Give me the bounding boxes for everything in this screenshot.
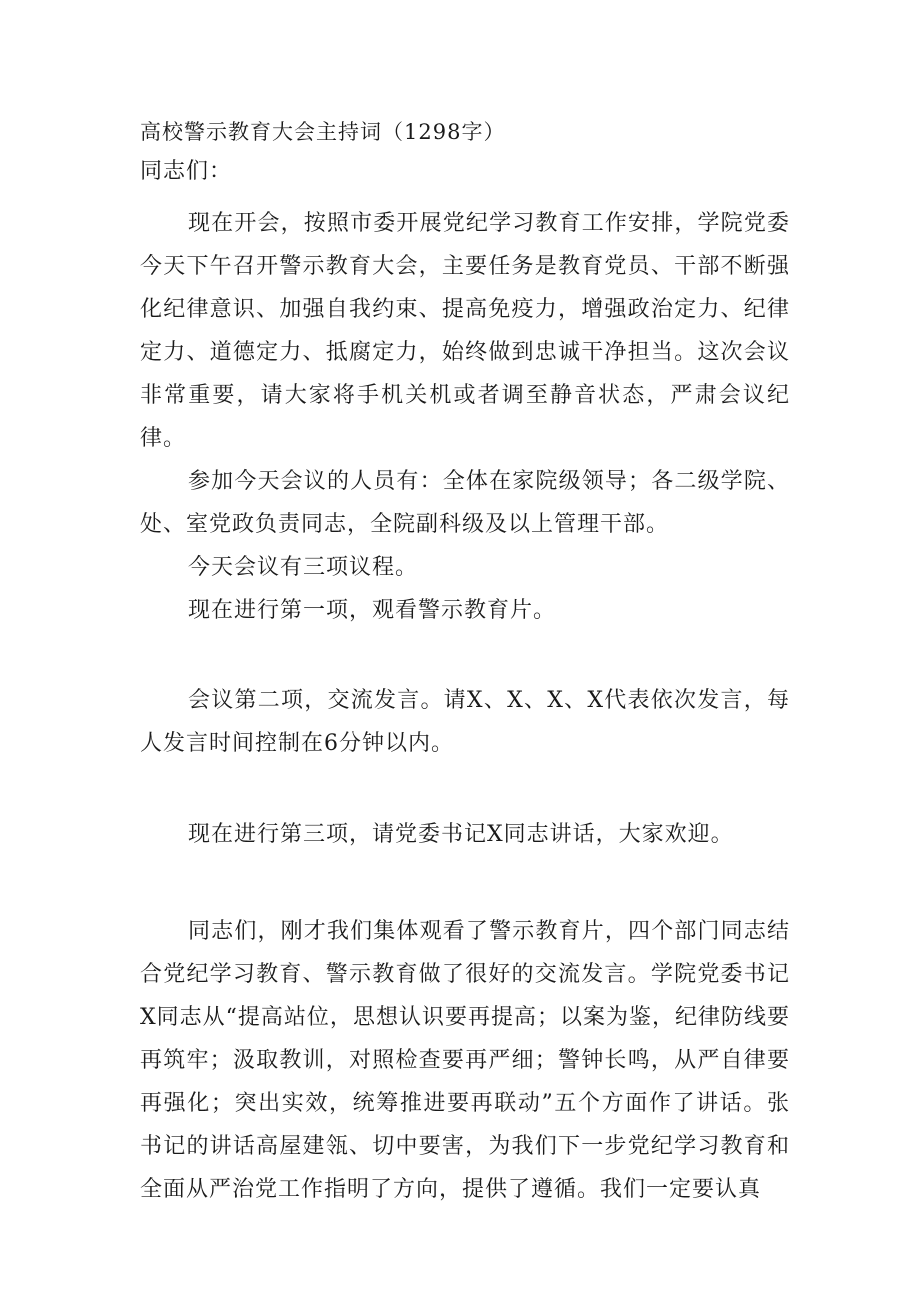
paragraph-item-two: 会议第二项，交流发言。请X、X、X、X代表依次发言，每人发言时间控制在6分钟以内。 (140, 688, 790, 756)
paragraph-opening: 现在开会，按照市委开展党纪学习教育工作安排，学院党委今天下午召开警示教育大会，主要任务是教育党员、干部不断强化纪律意识、加强自我约束、提高免疫力，增强政治定力、纪律定力、道德定力、抵腐定力，始终做到忠诚干净担当。这次会议非常重要，请大家将手机关机或者调至静音状态，严肃会议纪律。 (140, 211, 790, 451)
paragraph-agenda: 今天会议有三项议程。 (188, 555, 419, 580)
paragraph-attendees: 参加今天会议的人员有：全体在家院级领导；各二级学院、处、室党政负责同志，全院副科级及以上管理干部。 (140, 469, 790, 537)
paragraph-item-three: 现在进行第三项，请党委书记X同志讲话，大家欢迎。 (188, 822, 734, 847)
document-body (140, 112, 790, 1211)
paragraph-item-one: 现在进行第一项，观看警示教育片。 (188, 598, 557, 623)
salutation: 同志们： (140, 159, 233, 184)
document-title: 高校警示教育大会主持词（1298字） (140, 120, 506, 144)
paragraph-summary: 同志们，刚才我们集体观看了警示教育片，四个部门同志结合党纪学习教育、警示教育做了很好的交流发言。学院党委书记X同志从“提高站位，思想认识要再提高；以案为鉴，纪律防线要再筑牢；汲取教训，对照检查要再严细；警钟长鸣，从严自律要再强化；突出实效，统筹推进要再联动”五个方面作了讲话。张书记的讲话高屋建瓴、切中要害，为我们下一步党纪学习教育和全面从严治党工作指明了方向，提供了遵循。我们一定要认真 (140, 919, 790, 1202)
